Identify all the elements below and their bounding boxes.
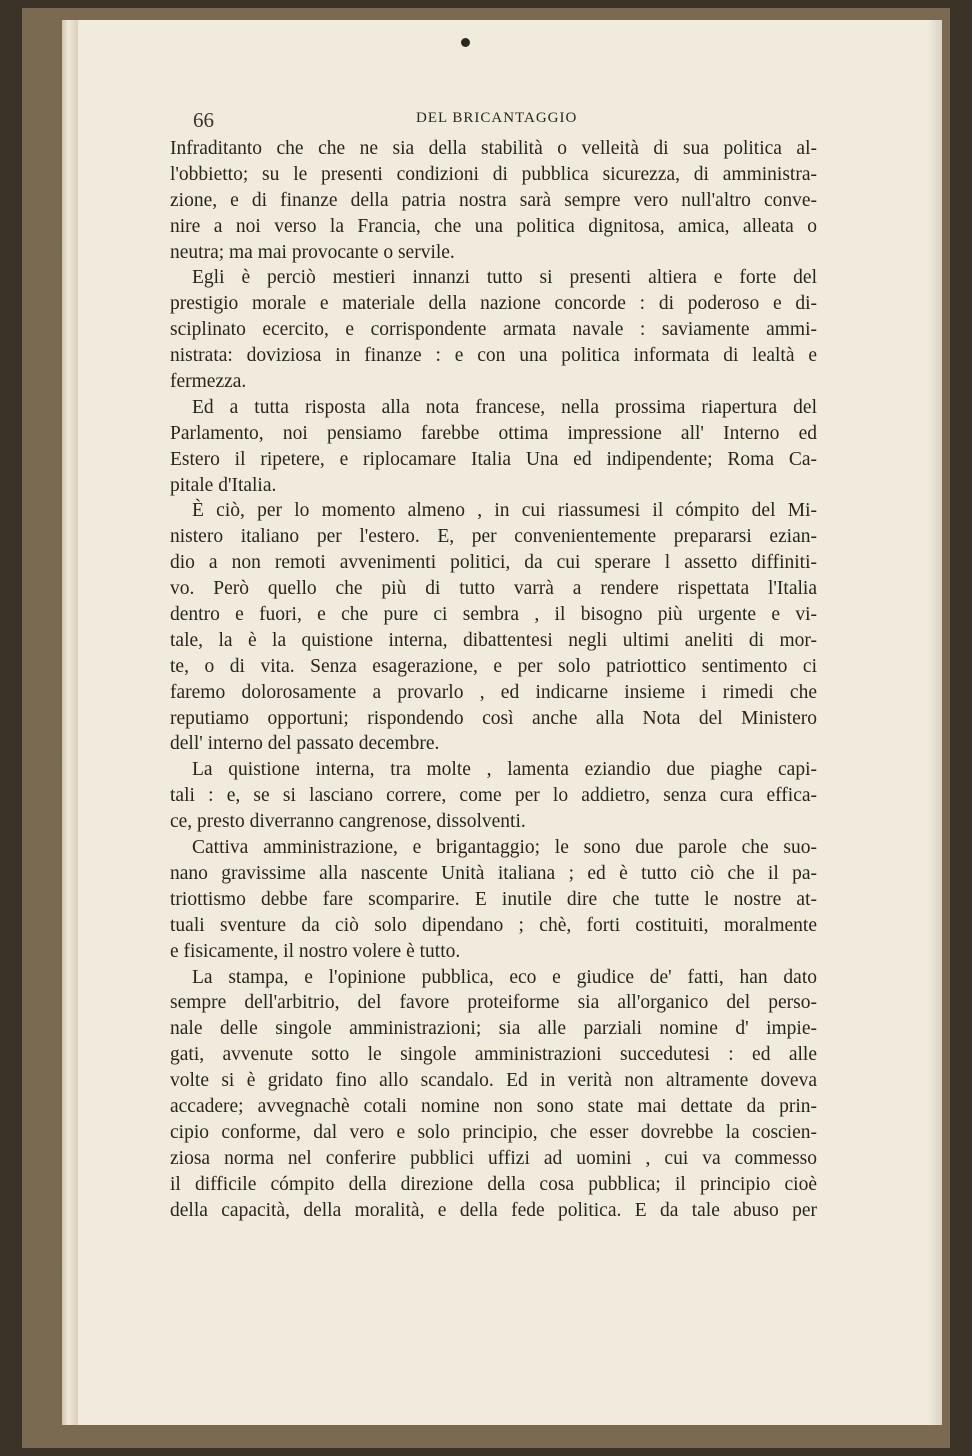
text-line: triottismo debbe fare scomparire. E inutile dire che tutte le nostre at- <box>170 888 817 910</box>
running-title: DEL BRICANTAGGIO <box>416 110 578 126</box>
text-line: l'obbietto; su le presenti condizioni di pubblica sicurezza, di amministra- <box>170 163 817 185</box>
text-line: tali : e, se si lasciano correre, come per lo addietro, senza cura effica- <box>170 785 817 807</box>
text-line: nistrata: doviziosa in finanze : e con una politica informata di lealtà e <box>170 345 817 367</box>
text-line: Infraditanto che che ne sia della stabilità o velleità di sua politica al- <box>170 138 817 159</box>
text-line: Estero il ripetere, e riplocamare Italia Una ed indipendente; Roma Ca- <box>170 448 817 470</box>
text-line: cipio conforme, dal vero e solo principio, che esser dovrebbe la coscien- <box>170 1121 817 1143</box>
text-line: Cattiva amministrazione, e brigantaggio; le sono due parole che suo- <box>192 837 817 859</box>
text-line: nale delle singole amministrazioni; sia alle parziali nomine d' impie- <box>170 1018 817 1040</box>
text-line: volte si è gridato fino allo scandalo. Ed in verità non altramente doveva <box>170 1070 817 1092</box>
text-line: neutra; ma mai provocante o servile. <box>170 241 455 263</box>
page-number: 66 <box>193 108 214 132</box>
text-line: Egli è perciò mestieri innanzi tutto si presenti altiera e forte del <box>192 267 817 289</box>
page-header <box>193 108 813 138</box>
text-line: zione, e di finanze della patria nostra sarà sempre vero null'altro conve- <box>170 189 817 211</box>
text-line: il difficile cómpito della direzione della cosa pubblica; il principio cioè <box>170 1173 817 1195</box>
text-line: tuali sventure da ciò solo dipendano ; chè, forti costituiti, moralmente <box>170 914 817 936</box>
text-line: della capacità, della moralità, e della fede politica. E da tale abuso per <box>170 1199 817 1221</box>
ornament-dot-icon <box>461 38 470 47</box>
text-line: È ciò, per lo momento almeno , in cui riassumesi il cómpito del Mi- <box>192 500 817 522</box>
text-line: dio a non remoti avvenimenti politici, da cui sperare l assetto diffiniti- <box>170 552 817 574</box>
text-line: Parlamento, noi pensiamo farebbe ottima impressione all' Interno ed <box>170 422 817 444</box>
body-text <box>170 136 817 1223</box>
text-line: vo. Però quello che più di tutto varrà a rendere rispettata l'Italia <box>170 578 817 600</box>
text-line: dentro e fuori, e che pure ci sembra , il bisogno più urgente e vi- <box>170 604 817 626</box>
text-line: faremo dolorosamente a provarlo , ed indicarne insieme i rimedi che <box>170 681 817 703</box>
text-line: nire a noi verso la Francia, che una politica dignitosa, amica, alleata o <box>170 215 817 237</box>
text-line: e fisicamente, il nostro volere è tutto. <box>170 940 461 962</box>
text-line: fermezza. <box>170 371 247 393</box>
text-line: dell' interno del passato decembre. <box>170 733 440 755</box>
text-line: Ed a tutta risposta alla nota francese, nella prossima riapertura del <box>192 396 817 418</box>
text-line: reputiamo opportuni; rispondendo così anche alla Nota del Ministero <box>170 707 817 729</box>
text-line: La quistione interna, tra molte , lamenta eziandio due piaghe capi- <box>192 759 817 781</box>
text-line: accadere; avvegnachè cotali nomine non sono state mai dettate da prin- <box>170 1095 817 1117</box>
text-line: nano gravissime alla nascente Unità italiana ; ed è tutto ciò che il pa- <box>170 862 817 884</box>
page-edges <box>62 20 78 1425</box>
text-line: sempre dell'arbitrio, del favore proteiforme sia all'organico del perso- <box>170 992 817 1014</box>
text-line: gati, avvenute sotto le singole amministrazioni succedutesi : ed alle <box>170 1044 817 1066</box>
page-gutter-shadow <box>928 20 942 1425</box>
text-line: La stampa, e l'opinione pubblica, eco e giudice de' fatti, han dato <box>192 966 817 988</box>
text-line: ce, presto diverranno cangrenose, dissolventi. <box>170 811 526 833</box>
text-line: sciplinato ecercito, e corrispondente armata navale : saviamente ammi- <box>170 319 817 341</box>
text-line: nistero italiano per l'estero. E, per convenientemente prepararsi ezian- <box>170 526 817 548</box>
text-line: pitale d'Italia. <box>170 474 277 496</box>
text-line: te, o di vita. Senza esagerazione, e per solo patriottico sentimento ci <box>170 655 817 677</box>
text-line: ziosa norma nel conferire pubblici uffizi ad uomini , cui va commesso <box>170 1147 817 1169</box>
text-line: tale, la è la quistione interna, dibattentesi negli ultimi aneliti di mor- <box>170 629 817 651</box>
text-line: prestigio morale e materiale della nazione concorde : di poderoso e di- <box>170 293 817 315</box>
